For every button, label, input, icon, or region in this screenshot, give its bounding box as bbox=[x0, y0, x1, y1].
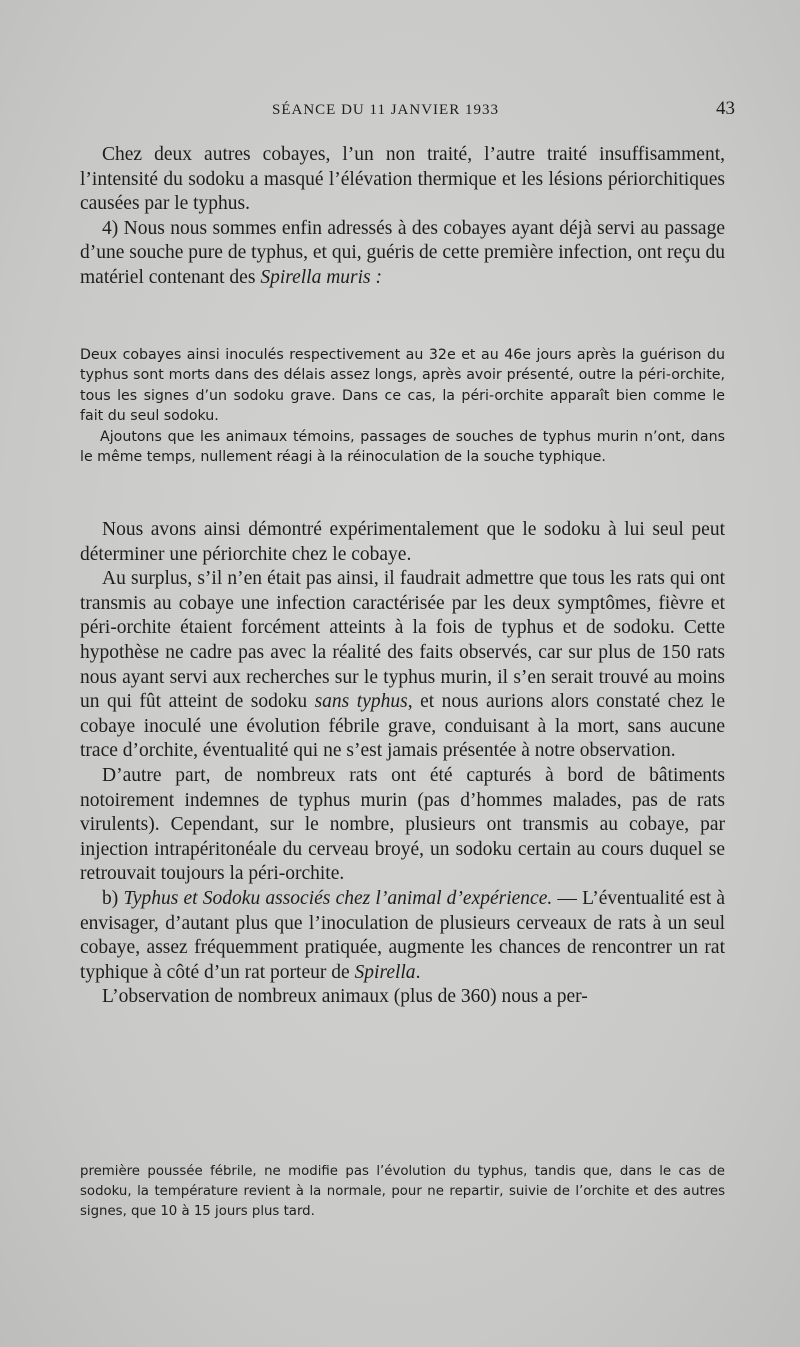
section-label: b) bbox=[102, 887, 124, 909]
paragraph: Deux cobayes ainsi inoculés respectivement au 32e et au 46e jours après la guérison du typhus sont morts dans des délais assez longs, après avoir présenté, outre la péri-orchite, tous les signes d’un sodoku grave. Dans ce cas, la péri-orchite apparaît bien comme le fait du seul sodoku. bbox=[80, 347, 725, 425]
paragraph: Chez deux autres cobayes, l’un non traité, l’autre traité insuffisamment, l’intensité du sodoku a masqué l’élévation thermique et les lésions périorchitiques causées par le typhus. bbox=[80, 144, 725, 215]
paragraph bbox=[80, 887, 725, 985]
paragraph-text: , et nous aurions alors constaté chez le cobaye inoculé une évolution fébrile grave, conduisant à la mort, sans aucune trace d’orchite, éventualité qui ne s’est jamais présentée à notre observation. bbox=[80, 691, 725, 762]
main-text-block-2 bbox=[80, 518, 725, 1010]
section-title: Typhus et Sodoku associés chez l’animal d’expérience. bbox=[123, 887, 553, 909]
paragraph-text: Au surplus, s’il n’en était pas ainsi, il faudrait admettre que tous les rats qui ont transmis au cobaye une infection caractérisée par les deux symptômes, fièvre et péri-orchite étaient forcément atteints à la fois de typhus et de sodoku. Cette hypothèse ne cadre pas avec la réalité des faits observés, car sur plus de 150 rats nous ayant servi aux recherches sur le typhus murin, il s’en serait trouvé au moins un qui fût atteint de sodoku bbox=[80, 568, 725, 713]
main-text-block-1 bbox=[80, 143, 725, 291]
paragraph bbox=[80, 567, 725, 764]
page-header bbox=[80, 98, 735, 128]
running-head: SÉANCE DU 11 JANVIER 1933 bbox=[272, 102, 499, 118]
italic-term: sans typhus bbox=[314, 691, 408, 713]
italic-term: Spirella muris : bbox=[260, 266, 383, 288]
footnote bbox=[80, 1162, 725, 1221]
paragraph: L’observation de nombreux animaux (plus de 360) nous a per- bbox=[102, 986, 588, 1008]
paragraph-text: — L’éventualité est à envisager, d’autant plus que l’inoculation de plusieurs cerveaux de rats à un seul cobaye, assez fréquemment pratiquée, augmente les chances de rencontrer un rat typhique à côté d’un rat porteur de bbox=[80, 887, 725, 983]
paragraph-text: 4) Nous nous sommes enfin adressés à des cobayes ayant déjà servi au passage d’une souche pure de typhus, et qui, guéris de cette première infection, ont reçu du matériel contenant des bbox=[80, 217, 725, 288]
paragraph: Ajoutons que les animaux témoins, passages de souches de typhus murin n’ont, dans le même temps, nullement réagi à la réinoculation de la souche typhique. bbox=[80, 428, 725, 466]
paragraph: D’autre part, de nombreux rats ont été capturés à bord de bâtiments notoirement indemnes de typhus murin (pas d’hommes malades, pas de rats virulents). Cependant, sur le nombre, plusieurs ont transmis au cobaye, par injection intrapéritonéale du cerveau broyé, un sodoku certain au cours duquel se retrouvait toujours la péri-orchite. bbox=[80, 764, 725, 885]
footnote-text: première poussée fébrile, ne modifie pas l’évolution du typhus, tandis que, dans le cas de sodoku, la température revient à la normale, pour ne repartir, suivie de l’orchite et des autres signes, que 10 à 15 jours plus tard. bbox=[80, 1164, 725, 1219]
page-number: 43 bbox=[716, 98, 735, 119]
paragraph-text: . bbox=[415, 961, 421, 983]
paragraph: Nous avons ainsi démontré expérimentalement que le sodoku à lui seul peut déterminer une périorchite chez le cobaye. bbox=[80, 519, 725, 565]
paragraph bbox=[80, 217, 725, 291]
italic-term: Spirella bbox=[354, 961, 416, 983]
small-print-block bbox=[80, 345, 725, 467]
